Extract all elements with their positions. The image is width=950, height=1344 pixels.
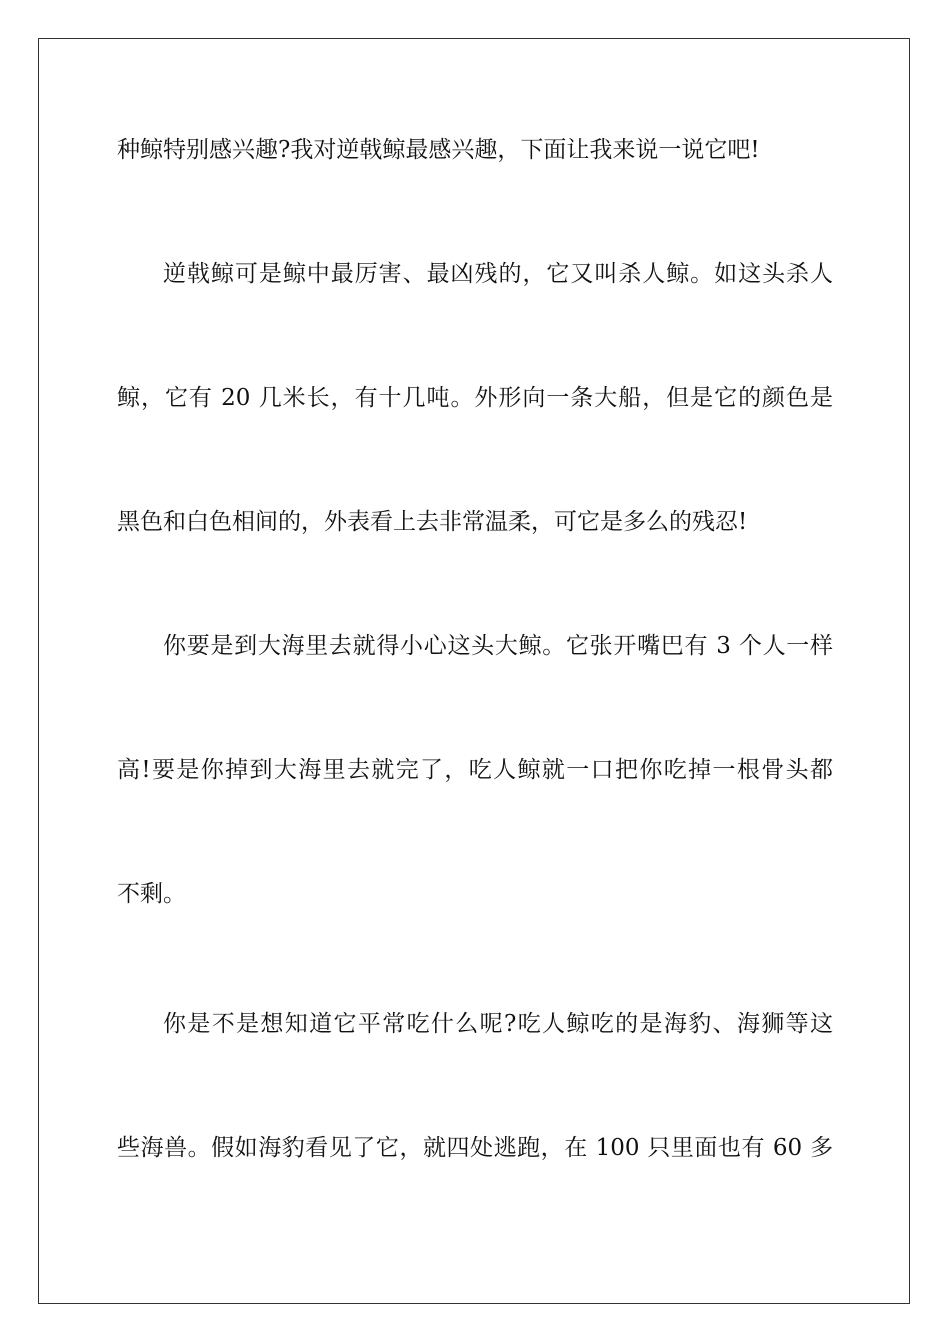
text-line-8: 你是不是想知道它平常吃什么呢?吃人鲸吃的是海豹、海狮等这	[163, 1011, 833, 1037]
text-line-6: 高!要是你掉到大海里去就完了，吃人鲸就一口把你吃掉一根骨头都	[117, 757, 833, 783]
text-line-9: 些海兽。假如海豹看见了它，就四处逃跑，在 100 只里面也有 60 多	[117, 1135, 833, 1161]
text-line-1: 种鲸特别感兴趣?我对逆戟鲸最感兴趣，下面让我来说一说它吧!	[117, 137, 760, 163]
text-line-2: 逆戟鲸可是鲸中最厉害、最凶残的，它又叫杀人鲸。如这头杀人	[163, 261, 833, 287]
text-line-4: 黑色和白色相间的，外表看上去非常温柔，可它是多么的残忍!	[117, 509, 748, 535]
text-line-7: 不剩。	[117, 881, 186, 907]
text-line-3: 鲸，它有 20 几米长，有十几吨。外形向一条大船，但是它的颜色是	[117, 385, 833, 411]
page-border	[38, 38, 910, 1304]
text-line-5: 你要是到大海里去就得小心这头大鲸。它张开嘴巴有 3 个人一样	[163, 633, 833, 659]
